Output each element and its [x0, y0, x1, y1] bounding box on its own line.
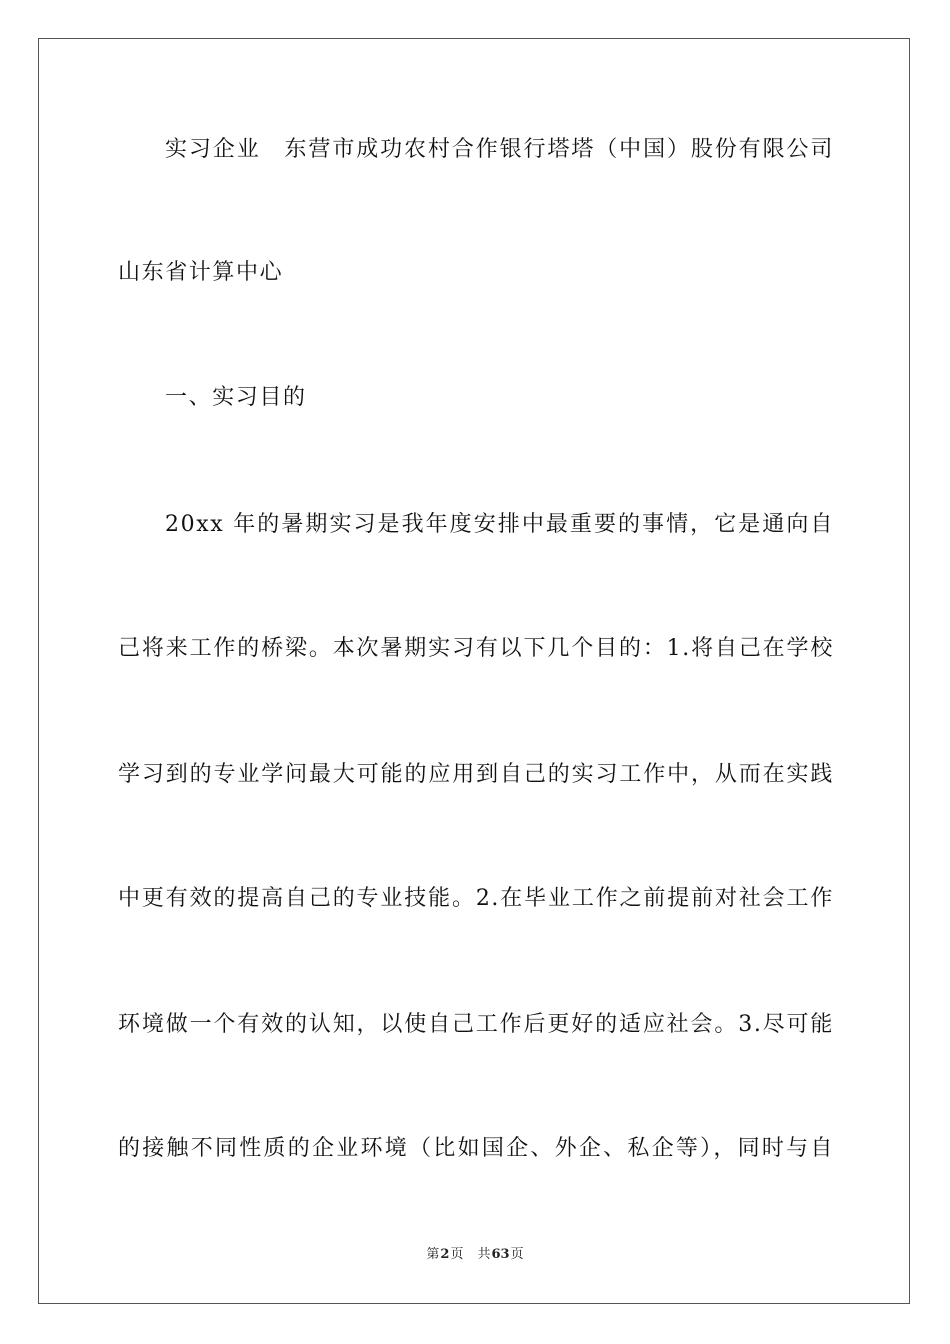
paragraph-line: 己将来工作的桥梁。本次暑期实习有以下几个目的：1.将自己在学校: [118, 636, 834, 661]
page-label-suffix: 页: [450, 1247, 464, 1262]
current-page-number: 2: [440, 1247, 450, 1262]
paragraph-line: 20xx 年的暑期实习是我年度安排中最重要的事情，它是通向自: [165, 512, 834, 537]
total-label-prefix: 共: [477, 1247, 491, 1262]
page-footer: [0, 1246, 950, 1264]
paragraph-line: 的接触不同性质的企业环境（比如国企、外企、私企等），同时与自: [118, 1136, 834, 1161]
paragraph-line: 中更有效的提高自己的专业技能。2.在毕业工作之前提前对社会工作: [118, 886, 834, 911]
page-frame: [38, 38, 910, 1304]
total-label-suffix: 页: [510, 1247, 524, 1262]
paragraph-line-company-cont: 山东省计算中心: [118, 260, 284, 285]
paragraph-line: 学习到的专业学问最大可能的应用到自己的实习工作中，从而在实践: [118, 762, 834, 787]
page-label-prefix: 第: [426, 1247, 440, 1262]
paragraph-line: 环境做一个有效的认知，以使自己工作后更好的适应社会。3.尽可能: [118, 1012, 834, 1037]
total-page-count: 63: [491, 1247, 510, 1262]
section-heading-purpose: 一、实习目的: [165, 385, 307, 410]
paragraph-line-company: 实习企业 东营市成功农村合作银行塔塔（中国）股份有限公司: [165, 137, 834, 162]
